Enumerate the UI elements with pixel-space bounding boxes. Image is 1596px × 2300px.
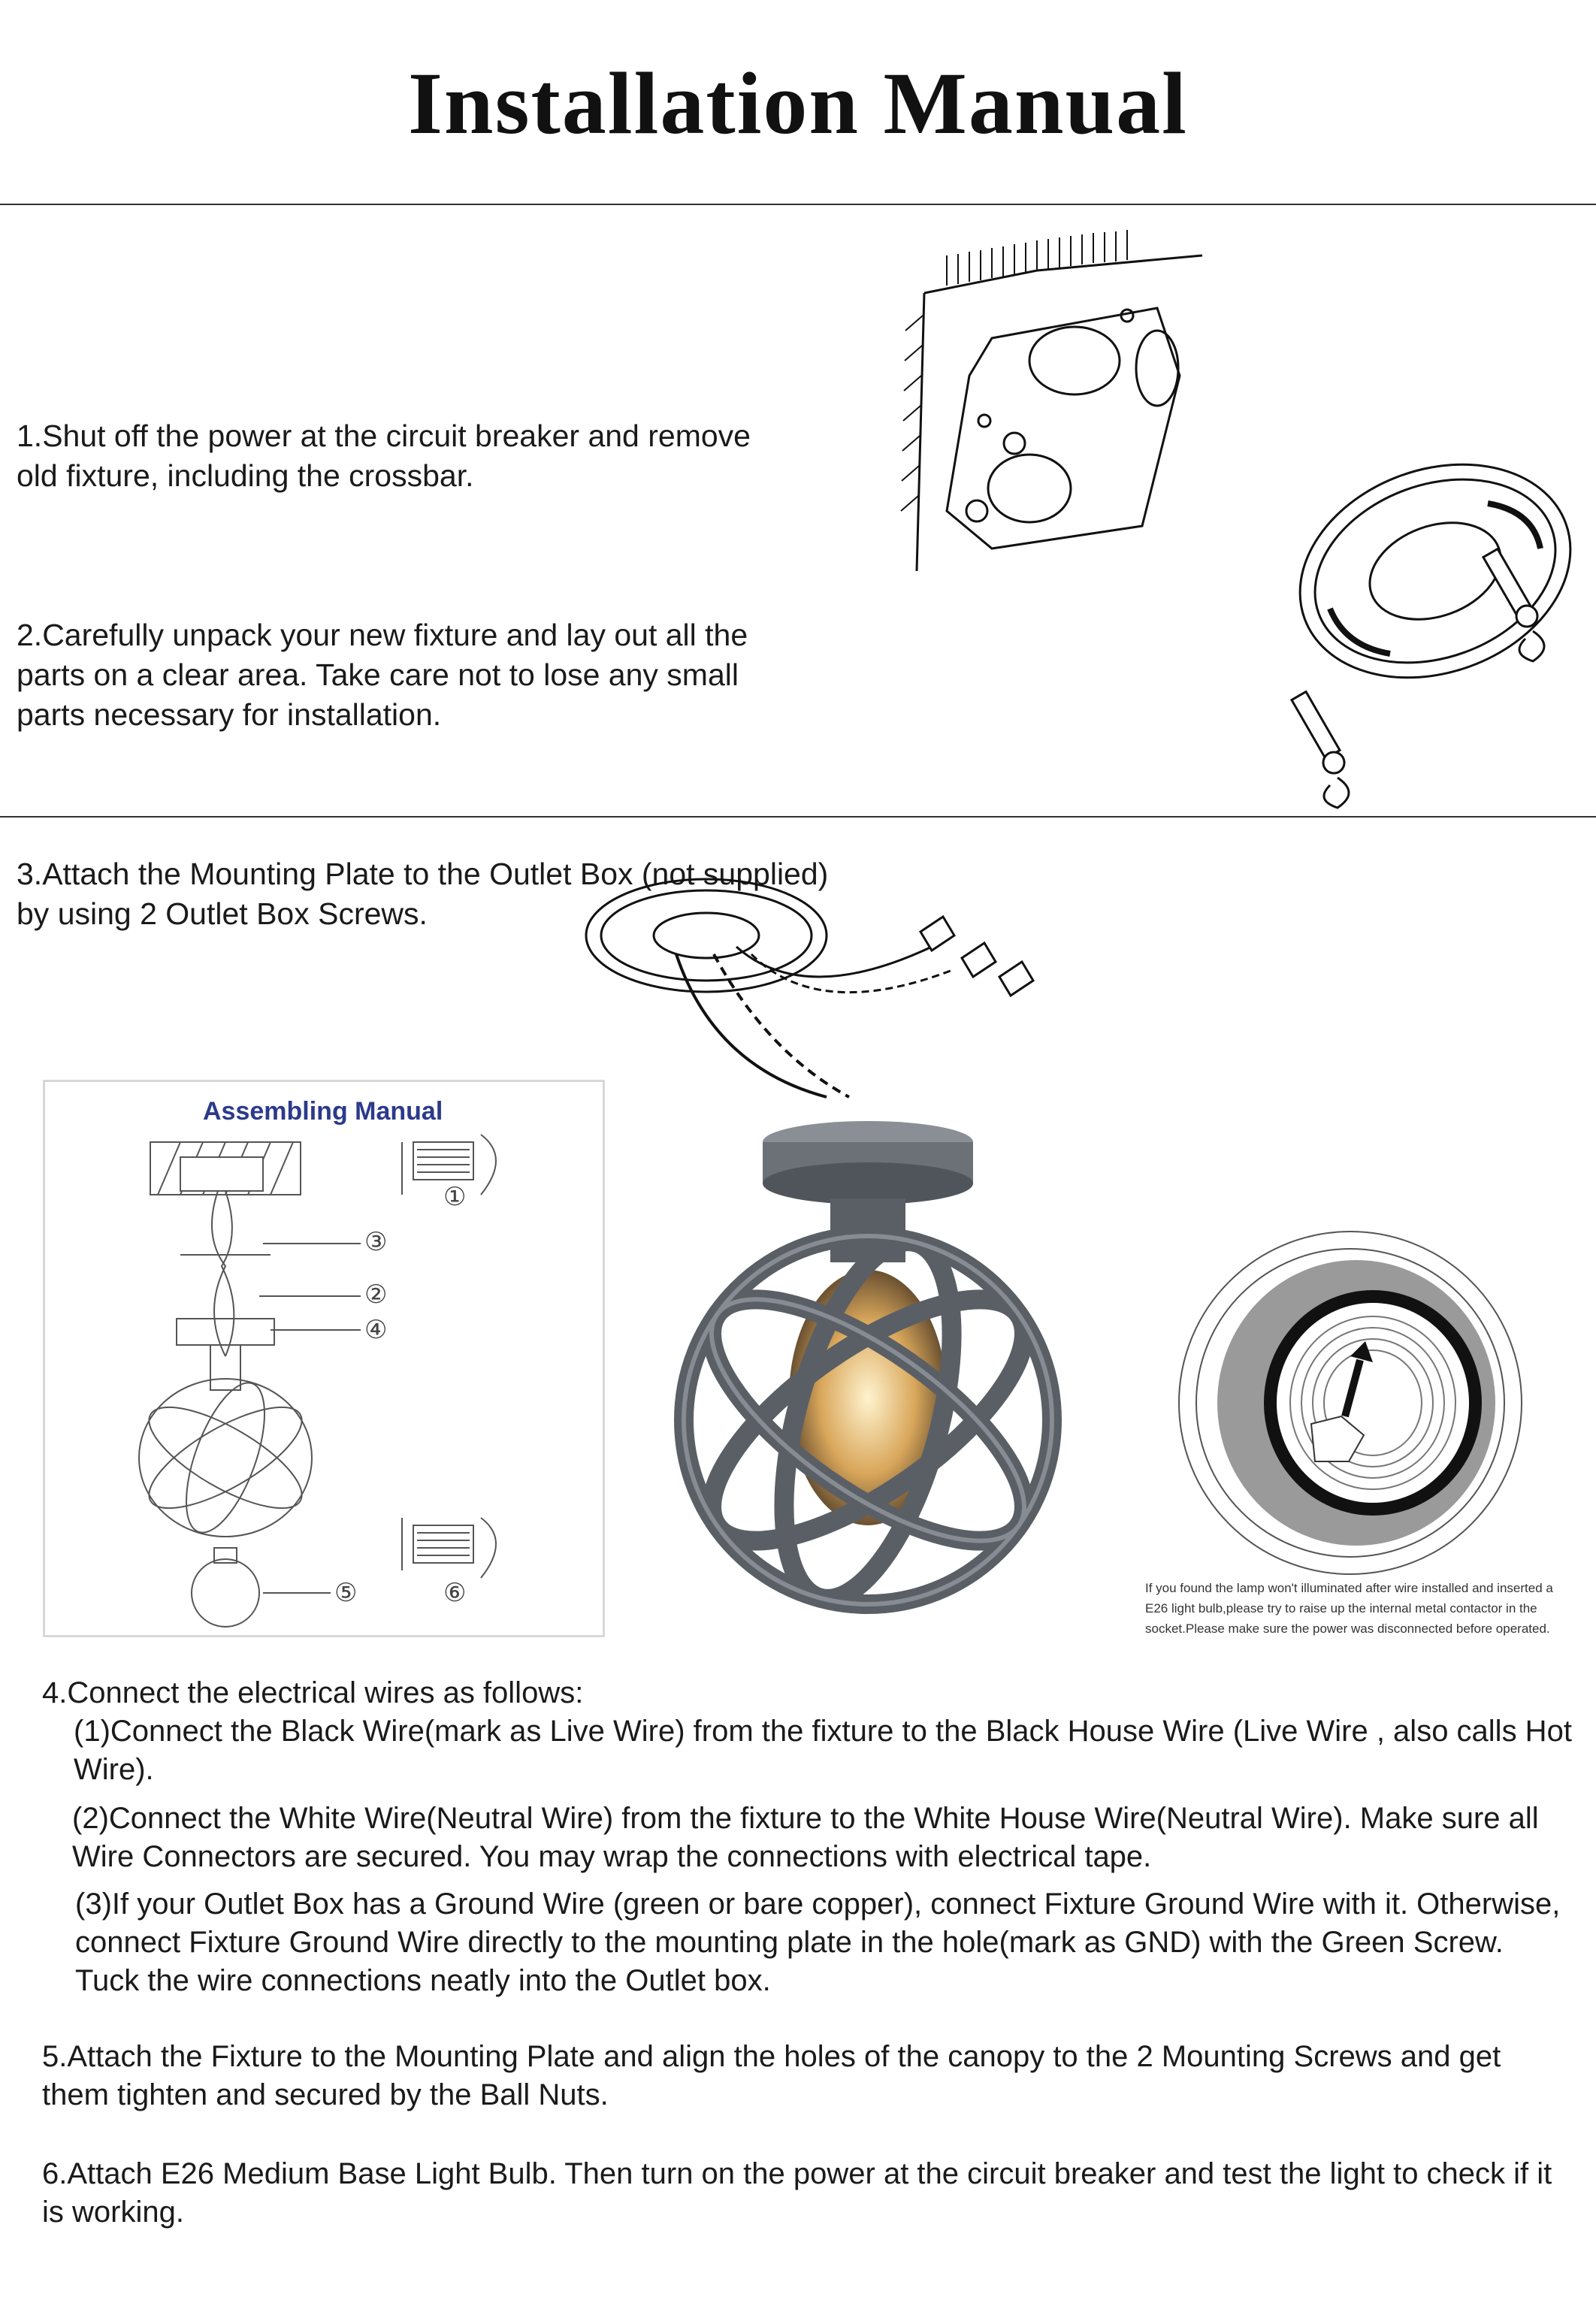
assembling-manual-title: Assembling Manual [203,1097,443,1126]
socket-closeup-illustration [1176,1229,1525,1578]
step-3: 3.Attach the Mounting Plate to the Outlet Box (not supplied) by using 2 Outlet Box Screws. [17,857,829,931]
step-1: 1.Shut off the power at the circuit breaker and remove old fixture, including the crossbar. [17,419,751,493]
page-title: Installation Manual [408,54,1188,153]
step-4 [42,1674,1575,2000]
bulb-note: If you found the lamp won't illuminated after wire installed and inserted a E26 light bulb,please try to raise up the internal metal contactor in the socket.Please make sure the power was disconnected before operated. [1145,1581,1553,1636]
assembly-diagram [45,1082,607,1640]
wire-connector-icon [920,917,1033,996]
globe-fixture-photo [669,1105,1067,1631]
callout-5: ⑤ [334,1579,358,1607]
callout-6: ⑥ [443,1579,467,1607]
divider-middle [0,816,1596,818]
step-4-sub-2: (2)Connect the White Wire(Neutral Wire) from the fixture to the White House Wire(Neutral Wire). Make sure all Wire Connectors are secured. You may wrap the connections with electrical tape. [72,1802,1539,1873]
step-4-sub-1: (1)Connect the Black Wire(mark as Live Wire) from the fixture to the Black House Wire (Live Wire , also calls Hot Wire). [74,1715,1572,1786]
assembling-manual-panel [43,1080,605,1637]
callout-4: ④ [364,1316,388,1344]
mounting-plate-illustration [1232,466,1578,811]
step-6: 6.Attach E26 Medium Base Light Bulb. Then turn on the power at the circuit breaker and test the light to check if it is working. [42,2157,1552,2229]
step-5: 5.Attach the Fixture to the Mounting Plate and align the holes of the canopy to the 2 Mounting Screws and get them tighten and secured by the Ball Nuts. [42,2040,1501,2111]
step-2: 2.Carefully unpack your new fixture and lay out all the parts on a clear area. Take care not to lose any small parts necessary for installation. [17,618,748,732]
callout-3: ③ [364,1228,388,1256]
callout-2: ② [364,1280,388,1309]
step-4-heading: 4.Connect the electrical wires as follows: [42,1676,584,1709]
wiring-illustration [579,872,1029,1097]
divider-top [0,204,1596,205]
outlet-box-illustration [902,225,1217,579]
screw-icon [1292,692,1349,808]
callout-1: ① [443,1183,467,1211]
step-4-sub-3: (3)If your Outlet Box has a Ground Wire (green or bare copper), connect Fixture Ground Wire with it. Otherwise, connect Fixture Ground Wire directly to the mounting plate in the hole(mark as GND) with the Green Screw. Tuck the wire connections neatly into the Outlet box. [75,1887,1561,1997]
